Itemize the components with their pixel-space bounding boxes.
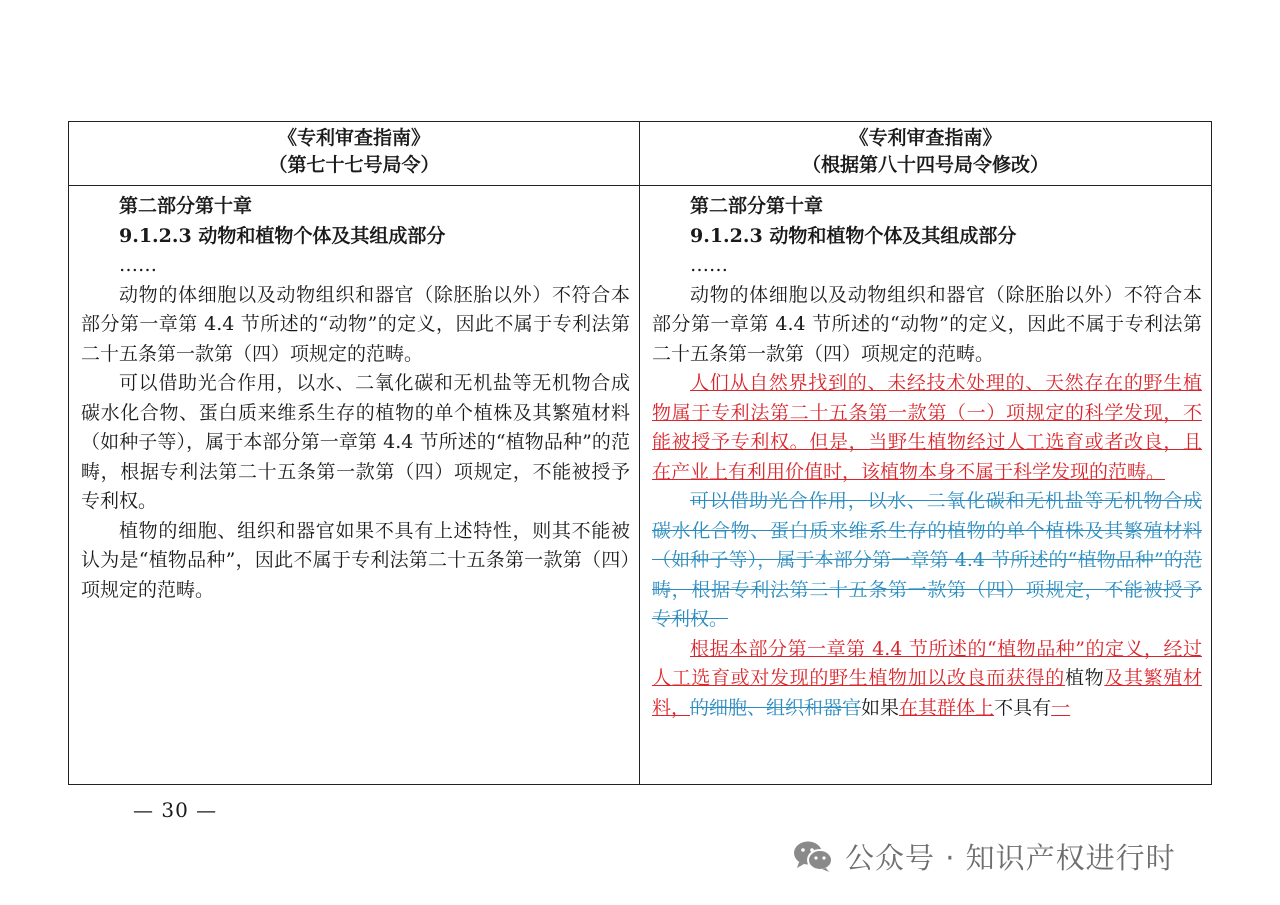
left-chapter-heading: 第二部分第十章 bbox=[119, 195, 253, 217]
deleted-text: 可以借助光合作用，以水、二氧化碳和无机盐等无机物合成碳水化合物、蛋白质来维系生存的植物的单个植株及其繁殖材料（如种子等），属于本部分第一章第 4.4 节所述的“植物品种”的范畴，根据专利法第二十五条第一款第（四）项规定，不能被授予专利权。 bbox=[652, 490, 1202, 630]
right-paragraph-1: 动物的体细胞以及动物组织和器官（除胚胎以外）不符合本部分第一章第 4.4 节所述的“动物”的定义，因此不属于专利法第二十五条第一款第（四）项规定的范畴。 bbox=[652, 283, 1202, 365]
right-header bbox=[640, 122, 1212, 186]
right-deleted-paragraph bbox=[652, 487, 1202, 635]
deleted-text: 的细胞、组织和器官 bbox=[690, 696, 862, 719]
plain-text: 不具有 bbox=[994, 696, 1052, 719]
wechat-icon bbox=[793, 839, 833, 873]
right-title-line1: 《专利审查指南》 bbox=[849, 127, 1002, 149]
inserted-text: 根据本部分第一章第 4.4 节所述的“植物品种”的定义，经过人工选育或对发现的野生植物加以改良而获得的 bbox=[652, 637, 1202, 689]
comparison-table bbox=[68, 121, 1212, 785]
right-title-line2: （根据第八十四号局令修改） bbox=[801, 154, 1049, 176]
left-paragraph-3: 植物的细胞、组织和器官如果不具有上述特性，则其不能被认为是“植物品种”，因此不属于专利法第二十五条第一款第（四）项规定的范畴。 bbox=[81, 519, 630, 601]
inserted-text: 一 bbox=[1051, 696, 1071, 719]
left-title-line2: （第七十七号局令） bbox=[268, 154, 440, 176]
watermark-text: 公众号 · 知识产权进行时 bbox=[845, 840, 1176, 875]
watermark bbox=[793, 834, 1176, 878]
right-ellipsis: …… bbox=[690, 254, 728, 276]
plain-text: 如果 bbox=[861, 696, 900, 719]
left-body bbox=[69, 186, 640, 785]
left-ellipsis: …… bbox=[119, 254, 157, 276]
right-body bbox=[640, 186, 1212, 785]
plain-text: 植物 bbox=[1064, 667, 1105, 689]
right-revised-paragraph bbox=[652, 635, 1202, 724]
inserted-text: 在其群体上 bbox=[899, 696, 995, 719]
inserted-text: 及其繁殖材料， bbox=[652, 667, 1202, 719]
left-paragraph-2: 可以借助光合作用，以水、二氧化碳和无机盐等无机物合成碳水化合物、蛋白质来维系生存的植物的单个植株及其繁殖材料（如种子等），属于本部分第一章第 4.4 节所述的“植物品种”的范畴，根据专利法第二十五条第一款第（四）项规定，不能被授予专利权。 bbox=[81, 372, 630, 512]
left-title-line1: 《专利审查指南》 bbox=[277, 127, 430, 149]
right-section-heading: 9.1.2.3 动物和植物个体及其组成部分 bbox=[690, 224, 1017, 247]
page-number: — 30 — bbox=[133, 798, 218, 822]
left-paragraph-1: 动物的体细胞以及动物组织和器官（除胚胎以外）不符合本部分第一章第 4.4 节所述的“动物”的定义，因此不属于专利法第二十五条第一款第（四）项规定的范畴。 bbox=[81, 283, 630, 365]
left-section-heading: 9.1.2.3 动物和植物个体及其组成部分 bbox=[119, 224, 446, 247]
inserted-text: 人们从自然界找到的、未经技术处理的、天然存在的野生植物属于专利法第二十五条第一款第（一）项规定的科学发现，不能被授予专利权。但是，当野生植物经过人工选育或者改良，且在产业上有利用价值时，该植物本身不属于科学发现的范畴。 bbox=[652, 372, 1202, 483]
right-inserted-paragraph bbox=[652, 369, 1202, 487]
right-chapter-heading: 第二部分第十章 bbox=[690, 195, 824, 217]
left-header bbox=[69, 122, 640, 186]
